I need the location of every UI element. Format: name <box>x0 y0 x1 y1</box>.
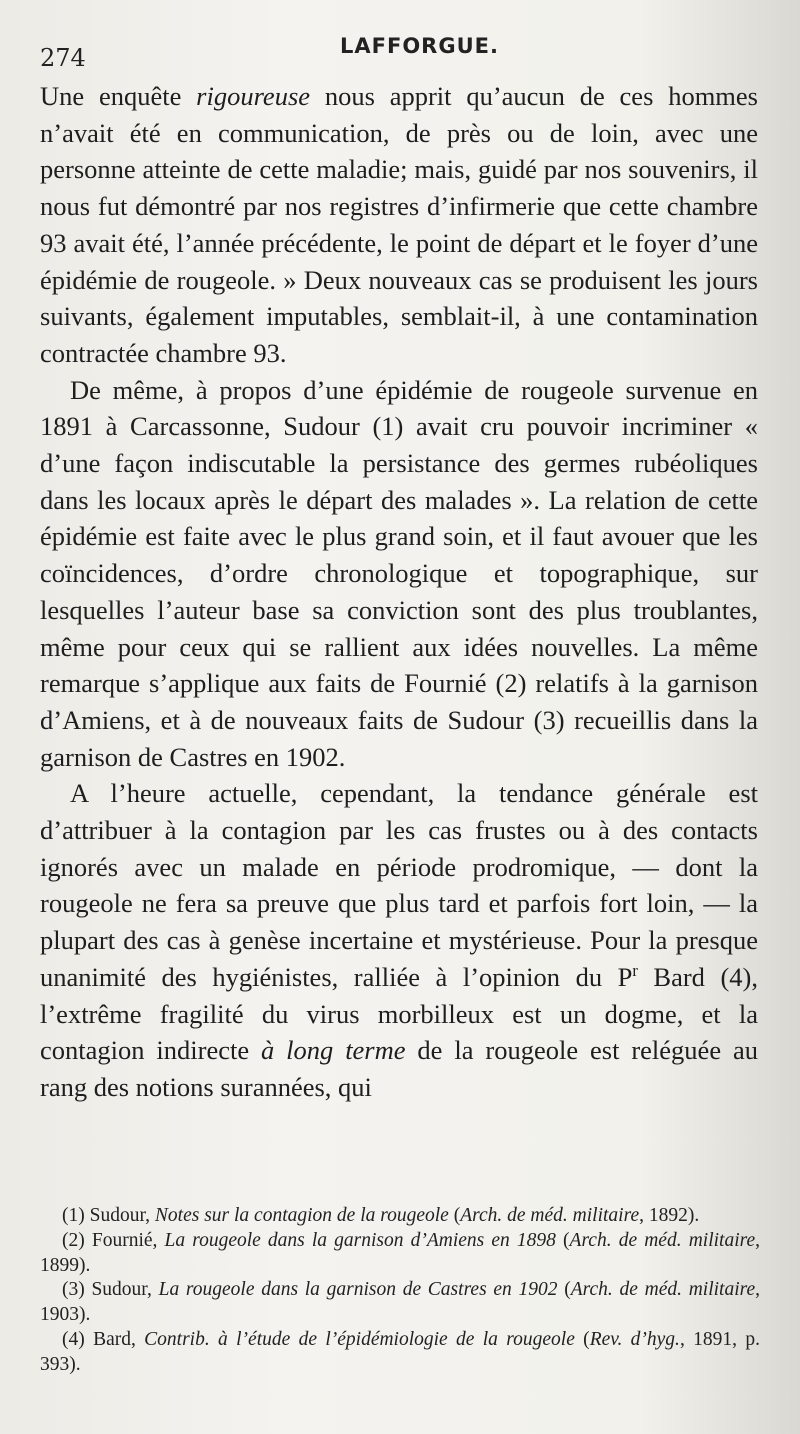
paragraph <box>40 372 758 776</box>
text-run: De même, à propos d’une épidémie de rougeole survenue en 1891 à Carcassonne, Sudour (1) avait cru pouvoir incriminer « d’une façon indiscutable la persistance des germes rubéoliques dans les locaux après le départ des malades ». La relation de cette épidémie est faite avec le plus grand soin, et il faut avouer que les coïncidences, d’ordre chronologique et topographique, sur lesquelles l’auteur base sa conviction sont des plus troublantes, même pour ceux qui se rallient aux idées nouvelles. La même remarque s’applique aux faits de Fournié (2) relatifs à la garnison d’Amiens, et à de nouveaux faits de Sudour (3) recueillis dans la garnison de Castres en 1902. <box>40 374 758 772</box>
body-text <box>40 78 758 1106</box>
text-run: de la rougeole est reléguée au rang des notions surannées, qui <box>40 1035 758 1102</box>
text-run: (3) Sudour, <box>62 1279 159 1301</box>
text-run: Une enquête <box>40 81 197 111</box>
text-run: nous apprit qu’aucun de ces hommes n’avait été en communication, de près ou de loin, avec une personne atteinte de cette maladie; mais, guidé par nos souvenirs, il nous fut démontré par nos registres d’infirmerie que cette chambre 93 avait été, l’année précédente, le point de départ et le foyer d’une épidémie de rougeole. » Deux nouveaux cas se produisent les jours suivants, également imputables, semblait-il, à une contamination contractée chambre 93. <box>40 81 758 368</box>
italic-text: Arch. de méd. militaire <box>570 1279 756 1301</box>
paragraph <box>40 775 758 1105</box>
italic-text: Arch. de méd. militaire <box>460 1205 640 1226</box>
footnotes <box>40 1204 760 1378</box>
footnote <box>40 1204 760 1229</box>
footnote <box>40 1278 760 1328</box>
text-run: , 1899). <box>40 1229 761 1276</box>
text-run: ( <box>555 1229 570 1251</box>
text-run: , 1892). <box>639 1205 700 1226</box>
footnote <box>40 1328 760 1378</box>
italic-text: Notes sur la contagion de la rougeole <box>154 1205 449 1226</box>
text-run: , 1903). <box>40 1279 761 1326</box>
italic-text: Contrib. à l’étude de l’épidémiologie de la rougeole <box>144 1328 575 1350</box>
italic-text: La rougeole dans la garnison de Castres en 1902 <box>158 1279 558 1301</box>
text-run: ( <box>574 1328 590 1350</box>
paragraph <box>40 78 758 372</box>
text-run: Bard (4), l’extrême fragilité du virus morbilleux est un dogme, et la contagion indirecte <box>40 961 758 1066</box>
text-run: ( <box>448 1205 461 1226</box>
text-run: (2) Fournié, <box>62 1229 165 1251</box>
italic-text: rigoureuse <box>196 81 311 111</box>
text-run: A l’heure actuelle, cependant, la tendance générale est d’attribuer à la contagion par les cas frustes ou à des contacts ignorés avec un malade en période prodromique, — dont la rougeole ne fera sa preuve que plus tard et parfois fort loin, — la plupart des cas à genèse incertaine et mystérieuse. Pour la presque unanimité des hygiénistes, ralliée à l’opinion du P <box>40 778 758 992</box>
footnote <box>40 1229 760 1279</box>
page-header <box>40 30 760 70</box>
page-number: 274 <box>40 44 86 72</box>
running-head: LAFFORGUE. <box>340 34 499 58</box>
italic-text: à long terme <box>261 1035 406 1066</box>
text-run: ( <box>557 1279 571 1301</box>
italic-text: La rougeole dans la garnison d’Amiens en 1898 <box>164 1229 556 1251</box>
text-run: (1) Sudour, <box>62 1205 155 1226</box>
italic-text: Arch. de méd. militaire <box>569 1229 756 1251</box>
text-run: (4) Bard, <box>62 1328 145 1350</box>
superscript-text: r <box>632 961 638 981</box>
italic-text: Rev. d’hyg. <box>589 1328 680 1350</box>
text-run: , 1891, p. 393). <box>40 1328 760 1375</box>
